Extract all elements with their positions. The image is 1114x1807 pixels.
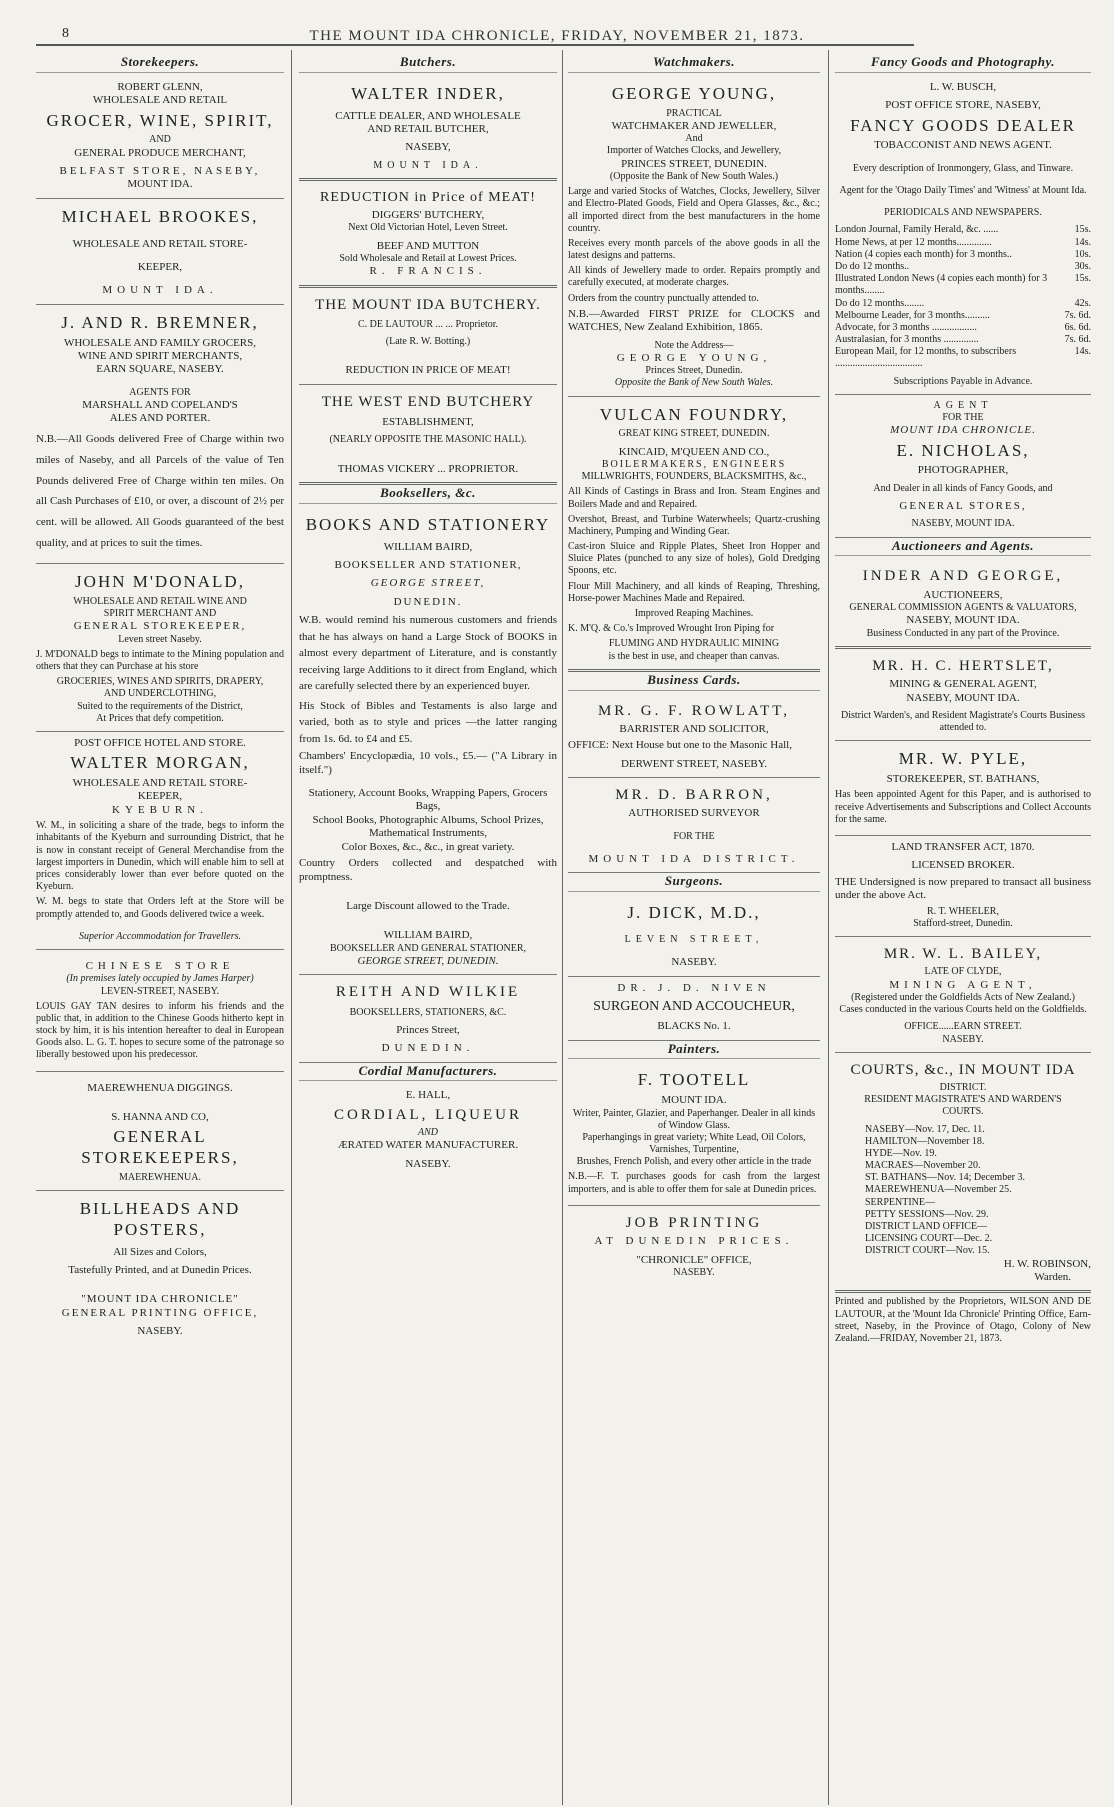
ad-walter-inder: WALTER INDER, CATTLE DEALER, AND WHOLESALE AND RETAIL BUTCHER, NASEBY, MOUNT IDA.: [299, 76, 557, 181]
periodical-price: 7s. 6d.: [1064, 309, 1091, 321]
court-entry: MAEREWHENUA—November 25.: [865, 1184, 1012, 1196]
section-heading-business-cards: Business Cards.: [568, 672, 820, 691]
periodical-name: Australasian, for 3 months ..............: [835, 334, 979, 346]
ad-chinese-store: CHINESE STORE (In premises lately occupied by James Harper) LEVEN-STREET, NASEBY. LOUIS GAY TAN desires to inform his friends and the public that, in addition to the Chinese Goods hitherto kept in stock by him, it is his intention hereafter to deal in European Goods also. L. G. T. hopes to secure some of the patronage so liberally bestowed upon his predecessor.: [36, 950, 284, 1072]
periodical-name: Do do 12 months..: [835, 260, 910, 272]
ad-john-mcdonald: JOHN M'DONALD, WHOLESALE AND RETAIL WINE AND SPIRIT MERCHANT AND GENERAL STOREKEEPER, Leven street Naseby. J. M'DONALD begs to intimate to the Mining population and others that they can Purchase at his store GROCERIES, WINES AND SPIRITS, DRAPERY, AND UNDERCLOTHING, Suited to the requirements of the District, At Prices that defy competition.: [36, 564, 284, 732]
ad-hertslet: MR. H. C. HERTSLET, MINING & GENERAL AGENT, NASEBY, MOUNT IDA. District Warden's, and Resident Magistrate's Courts Business attended to.: [835, 649, 1091, 741]
ad-rowlatt: MR. G. F. ROWLATT, BARRISTER AND SOLICITOR, OFFICE: Next House but one to the Masonic Hall, DERWENT STREET, NASEBY.: [568, 694, 820, 779]
ad-pyle: MR. W. PYLE, STOREKEEPER, ST. BATHANS, Has been appointed Agent for this Paper, and is authorised to receive Advertisements and Subscriptions and Collect Accounts for the same.: [835, 741, 1091, 836]
column-divider: [562, 50, 563, 1805]
ad-mount-ida-butchery: THE MOUNT IDA BUTCHERY. C. DE LAUTOUR ... ... Proprietor. (Late R. W. Botting.) REDUCTION IN PRICE OF MEAT!: [299, 288, 557, 385]
section-heading-surgeons: Surgeons.: [568, 873, 820, 892]
periodical-row: [835, 310, 1091, 322]
periodical-row: [835, 224, 1091, 236]
section-heading-auctioneers: Auctioneers and Agents.: [835, 538, 1091, 557]
ad-courts: COURTS, &c., IN MOUNT IDA DISTRICT. RESIDENT MAGISTRATE'S AND WARDEN'S COURTS. NASEBY—Nov. 17, Dec. 11. HAMILTON—November 18. HYDE—Nov. 19. MACRAES—November 20. ST. BATHANS—Nov. 14; December 3. MAEREWHENUA—November 25. SERPENTINE— PETTY SESSIONS—Nov. 29. DISTRICT LAND OFFICE— LICENSING COURT—Dec. 2. DISTRICT COURT—Nov. 15. H. W. ROBINSON, Warden.: [835, 1053, 1091, 1294]
ad-reith-wilkie: REITH AND WILKIE BOOKSELLERS, STATIONERS, &C. Princes Street, DUNEDIN.: [299, 975, 557, 1062]
court-entry: NASEBY—Nov. 17, Dec. 11.: [865, 1123, 985, 1135]
masthead-rule: [36, 44, 914, 46]
periodical-price: 14s.: [1074, 236, 1091, 248]
court-entry: PETTY SESSIONS—Nov. 29.: [865, 1208, 989, 1220]
periodical-row: [835, 249, 1091, 261]
section-heading-butchers: Butchers.: [299, 54, 557, 73]
column-divider: [828, 50, 829, 1805]
ad-diggers-butchery: REDUCTION in Price of MEAT! DIGGERS' BUTCHERY, Next Old Victorian Hotel, Leven Street. BEEF AND MUTTON Sold Wholesale and Retail at Lowest Prices. R. FRANCIS.: [299, 181, 557, 288]
newspaper-title: THE MOUNT IDA CHRONICLE, FRIDAY, NOVEMBER 21, 1873.: [309, 28, 805, 44]
ad-west-end-butchery: THE WEST END BUTCHERY ESTABLISHMENT, (NEARLY OPPOSITE THE MASONIC HALL). THOMAS VICKERY ... PROPRIETOR.: [299, 385, 557, 485]
periodical-name: Nation (4 copies each month) for 3 months..: [835, 248, 1012, 260]
court-entry: LICENSING COURT—Dec. 2.: [865, 1233, 993, 1245]
ad-busch: L. W. BUSCH, POST OFFICE STORE, NASEBY, FANCY GOODS DEALER TOBACCONIST AND NEWS AGENT. Every description of Ironmongery, Glass, and Tinware. Agent for the 'Otago Daily Times' and 'Witness' at Mount Ida. PERIODICALS AND NEWSPAPERS. London Journal, Family Herald, &c. ...... 15s. Home News, at per 12 months.............. 14s. Nation (4 copies each month) for 3 months.. 10s. Do do 12 months.. 30s. Illustrated London News (4 copies each month) for 3 months........ 15s. Do do 12 months........ 42s. Melbourne Leader, for 3 months.......... 7s. 6d. Advocate, for 3 months .................. 6s. 6d. Australasian, for 3 months .............. 7s. 6d. European Mail, for 12 months, to subscribers ................................... 14s. Subscriptions Payable in Advance.: [835, 76, 1091, 395]
ad-s-hanna: MAEREWHENUA DIGGINGS. S. HANNA AND CO, GENERAL STOREKEEPERS, MAEREWHENUA.: [36, 1072, 284, 1191]
periodical-name: Melbourne Leader, for 3 months..........: [835, 309, 990, 321]
section-heading-storekeepers: Storekeepers.: [36, 54, 284, 73]
periodical-name: Advocate, for 3 months ..................: [835, 321, 977, 333]
column-divider: [291, 50, 292, 1805]
periodical-price: 6s. 6d.: [1064, 321, 1091, 333]
periodical-name: Do do 12 months........: [835, 297, 925, 309]
ad-bailey: MR. W. L. BAILEY, LATE OF CLYDE, MINING AGENT, (Registered under the Goldfields Acts of New Zealand.) Cases conducted in the various Courts held on the Goldfields. OFFICE......EARN STREET. NASEBY.: [835, 937, 1091, 1053]
ad-vulcan-foundry: VULCAN FOUNDRY, GREAT KING STREET, DUNEDIN. KINCAID, M'QUEEN AND CO., BOILERMAKERS, ENGINEERS MILLWRIGHTS, FOUNDERS, BLACKSMITHS, &c., All Kinds of Castings in Brass and Iron. Steam Engines and Boilers Made and and Repaired. Overshot, Breast, and Turbine Waterwheels; Quartz-crushing Machinery, Pumping and Winding Gear. Cast-iron Sluice and Ripple Plates, Sheet Iron Hopper and Sluice Plates (punched to any size of holes), Gold Dredging Spoons, etc. Flour Mill Machinery, and all kinds of Reaping, Threshing, Horse-power Machines Made and Repaired. Improved Reaping Machines. K. M'Q. & Co.'s Improved Wrought Iron Piping for FLUMING AND HYDRAULIC MINING is the best in use, and cheaper than canvas.: [568, 397, 820, 672]
periodical-name: Illustrated London News (4 copies each month) for 3 months........: [835, 273, 1048, 297]
court-entry: DISTRICT LAND OFFICE—: [865, 1221, 988, 1233]
periodical-row: [835, 273, 1091, 297]
ad-job-printing: JOB PRINTING AT DUNEDIN PRICES. "CHRONICLE" OFFICE, NASEBY.: [594, 1214, 794, 1278]
ad-land-transfer: LAND TRANSFER ACT, 1870. LICENSED BROKER. THE Undersigned is now prepared to transact all business under the above Act. R. T. WHEELER, Stafford-street, Dunedin.: [835, 836, 1091, 937]
masthead: [0, 0, 1114, 46]
periodical-price: 7s. 6d.: [1064, 334, 1091, 346]
periodical-row: [835, 298, 1091, 310]
periodical-row: [835, 334, 1091, 346]
column-3: [564, 54, 824, 1804]
court-entry: HYDE—Nov. 19.: [865, 1147, 937, 1159]
ad-inder-george: INDER AND GEORGE, AUCTIONEERS, GENERAL COMMISSION AGENTS & VALUATORS, NASEBY, MOUNT IDA. Business Conducted in any part of the Province.: [835, 559, 1091, 648]
page-number: 8: [62, 26, 69, 41]
ad-robert-glenn: ROBERT GLENN, WHOLESALE AND RETAIL GROCER, WINE, SPIRIT, AND GENERAL PRODUCE MERCHANT, BELFAST STORE, NASEBY, MOUNT IDA.: [36, 76, 284, 199]
ad-walter-morgan: POST OFFICE HOTEL AND STORE. WALTER MORGAN, WHOLESALE AND RETAIL STORE- KEEPER, KYEBURN. W. M., in soliciting a share of the trade, begs to inform the inhabitants of the Kyeburn and surrounding District, that he is now in constant receipt of General Merchandise from the largest importers in Dunedin, which will enable him to sell at prices considerably lower than ever before quoted on the Kyeburn. W. M. begs to state that Orders left at the Store will be promptly attended to, and Goods delivered twice a week. Superior Accommodation for Travellers.: [36, 732, 284, 950]
ad-dick: J. DICK, M.D., LEVEN STREET, NASEBY.: [568, 895, 820, 976]
court-entry: DISTRICT COURT—Nov. 15.: [865, 1245, 990, 1257]
periodical-price: 42s.: [1074, 297, 1091, 309]
column-1: [32, 54, 288, 1804]
ad-bremner: J. AND R. BREMNER, WHOLESALE AND FAMILY GROCERS, WINE AND SPIRIT MERCHANTS, EARN SQUARE, NASEBY. AGENTS FOR MARSHALL AND COPELAND'S ALES AND PORTER. N.B.—All Goods delivered Free of Charge within two miles of Naseby, and all Parcels of the value of Ten Pounds delivered Free of Charge within ten miles. On all Cash Purchases of £10, or over, a discount of 2½ per cent. will be allowed. All Goods guaranteed of the best quality, and at prices to suit the times.: [36, 305, 284, 564]
ad-e-nicholas: AGENT FOR THE MOUNT IDA CHRONICLE. E. NICHOLAS, PHOTOGRAPHER, And Dealer in all kinds of Fancy Goods, and GENERAL STORES, NASEBY, MOUNT IDA.: [835, 395, 1091, 538]
court-entry: HAMILTON—November 18.: [865, 1135, 985, 1147]
periodical-price: 10s.: [1074, 248, 1091, 260]
ad-william-baird: BOOKS AND STATIONERY WILLIAM BAIRD, BOOKSELLER AND STATIONER, GEORGE STREET, DUNEDIN. W.B. would remind his numerous customers and friends that he has always on hand a Large Stock of BOOKS in almost every department of Literature, and is constantly receiving large Additions to it direct from England, which are carefully selected there by an experienced buyer. His Stock of Bibles and Testaments is also large and varied, both as to style and prices —the latter ranging from 1s. 6d. to £4 and £5. Chambers' Encyclopædia, 10 vols., £5.— ("A Library in itself.") Stationery, Account Books, Wrapping Papers, Grocers Bags, School Books, Photographic Albums, School Prizes, Mathematical Instruments, Color Boxes, &c., &c., in great variety. Country Orders collected and despatched with promptness. Large Discount allowed to the Trade. WILLIAM BAIRD, BOOKSELLER AND GENERAL STATIONER, GEORGE STREET, DUNEDIN.: [299, 507, 557, 975]
periodical-name: London Journal, Family Herald, &c. ......: [835, 224, 999, 236]
court-entry: ST. BATHANS—Nov. 14; December 3.: [865, 1172, 1025, 1184]
ad-george-young: GEORGE YOUNG, PRACTICAL WATCHMAKER AND JEWELLER, And Importer of Watches Clocks, and Jewellery, PRINCES STREET, DUNEDIN. (Opposite the Bank of New South Wales.) Large and varied Stocks of Watches, Clocks, Jewellery, Silver and Electro-Plated Goods, Field and Opera Glasses, &c., &c.; all imported direct from the best manufacturers in the home country. Receives every month parcels of the above goods in all the latest designs and patterns. All kinds of Jewellery made to order. Repairs promptly and carefully executed, at moderate charges. Orders from the country punctually attended to. N.B.—Awarded FIRST PRIZE for CLOCKS and WATCHES, New Zealand Exhibition, 1865. Note the Address— GEORGE YOUNG, Princes Street, Dunedin. Opposite the Bank of New South Wales.: [568, 76, 820, 397]
section-heading-watchmakers: Watchmakers.: [568, 54, 820, 73]
section-heading-booksellers: Booksellers, &c.: [299, 485, 557, 504]
ad-barron: MR. D. BARRON, AUTHORISED SURVEYOR FOR THE MOUNT IDA DISTRICT.: [568, 778, 820, 873]
periodical-price: 15s.: [1074, 224, 1091, 236]
ad-e-hall: E. HALL, CORDIAL, LIQUEUR AND ÆRATED WATER MANUFACTURER. NASEBY.: [334, 1089, 522, 1170]
periodical-row: [835, 237, 1091, 249]
periodical-row: [835, 322, 1091, 334]
periodical-row: [835, 261, 1091, 273]
section-heading-painters: Painters.: [568, 1041, 820, 1060]
periodical-row: [835, 346, 1091, 370]
ad-tootell: F. TOOTELL MOUNT IDA. Writer, Painter, Glazier, and Paperhanger. Dealer in all kinds of Window Glass. Paperhangings in great variety; White Lead, Oil Colors, Varnishes, Turpentine, Brushes, French Polish, and every other article in the trade N.B.—F. T. purchases goods for cash from the largest importers, and is able to offer them for sale at Dunedin prices.: [568, 1062, 820, 1205]
column-4: [831, 54, 1095, 1804]
ad-niven: DR. J. D. NIVEN SURGEON AND ACCOUCHEUR, BLACKS No. 1.: [568, 977, 820, 1041]
periodical-price: 15s.: [1074, 273, 1091, 285]
periodical-name: European Mail, for 12 months, to subscribers ...................................: [835, 346, 1017, 370]
publisher-imprint: Printed and published by the Proprietors, WILSON AND DE LAUTOUR, at the 'Mount Ida Chronicle' Printing Office, Earn-street, Naseby, in the Province of Otago, Colony of New Zealand.—FRIDAY, November 21, 1873.: [835, 1296, 1091, 1344]
ad-billheads-posters: BILLHEADS AND POSTERS, All Sizes and Colors, Tastefully Printed, and at Dunedin Prices. "MOUNT IDA CHRONICLE" GENERAL PRINTING OFFICE, NASEBY.: [61, 1199, 259, 1338]
periodical-name: Home News, at per 12 months..............: [835, 236, 992, 248]
court-entry: MACRAES—November 20.: [865, 1160, 981, 1172]
section-heading-cordial: Cordial Manufacturers.: [299, 1063, 557, 1082]
court-entry: SERPENTINE—: [865, 1196, 935, 1208]
column-2: [295, 54, 561, 1804]
ad-michael-brookes: MICHAEL BROOKES, WHOLESALE AND RETAIL STORE- KEEPER, MOUNT IDA.: [36, 199, 284, 305]
section-heading-fancy-goods: Fancy Goods and Photography.: [835, 54, 1091, 73]
periodical-price: 14s.: [1074, 346, 1091, 358]
periodicals-price-list: [835, 224, 1091, 370]
periodical-price: 30s.: [1074, 260, 1091, 272]
court-schedule: [835, 1124, 1091, 1258]
